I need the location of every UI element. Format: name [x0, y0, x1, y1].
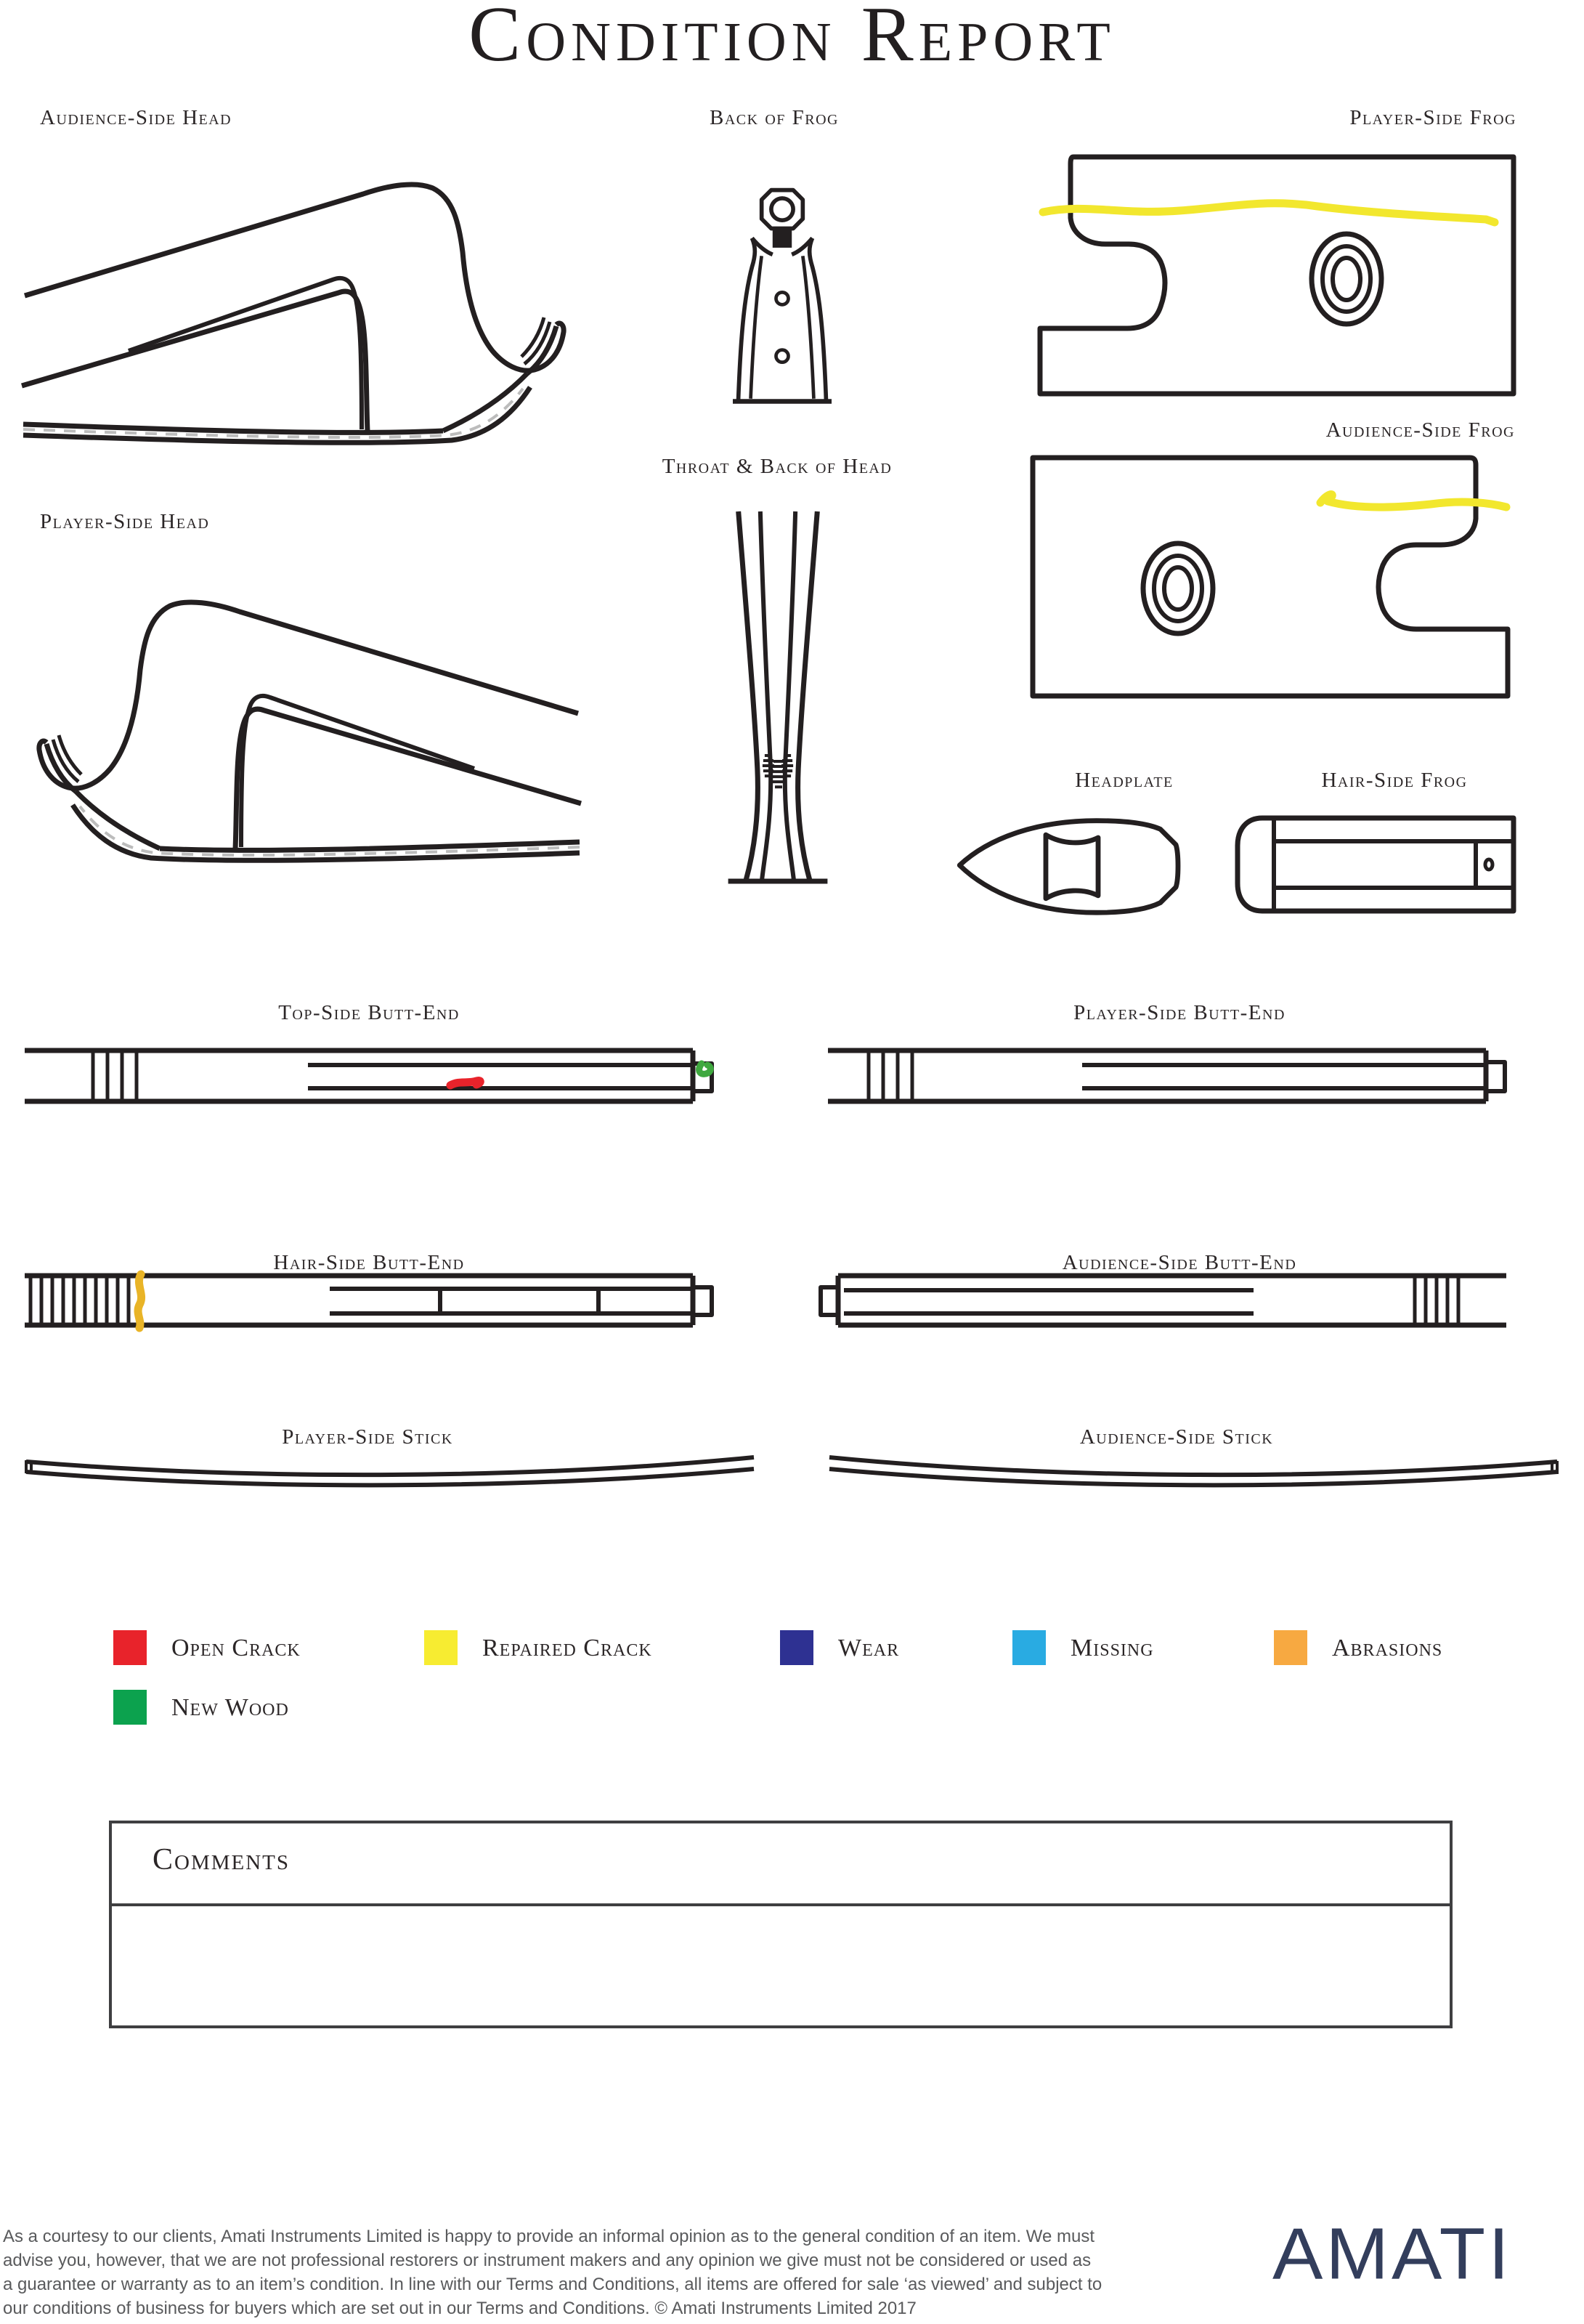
- hair-side-butt-end-diagram: [25, 1273, 713, 1328]
- legend-swatch-repaired-crack: [424, 1630, 458, 1665]
- audience-side-butt-end-diagram: [819, 1273, 1506, 1328]
- label-audience-side-butt-end: Audience-Side Butt-End: [1062, 1251, 1297, 1274]
- page-title: Condition Report: [468, 0, 1116, 78]
- legend-label-open-crack: Open Crack: [171, 1635, 301, 1661]
- repaired-crack-mark-hair-butt: [138, 1274, 142, 1328]
- footer-line: a guarantee or warranty as to an item’s condition. In line with our Terms and Conditions, all items are offered for sale ‘as viewed’ and subject to: [3, 2275, 1102, 2294]
- label-hair-side-butt-end: Hair-Side Butt-End: [273, 1251, 465, 1274]
- label-top-side-butt-end: Top-Side Butt-End: [278, 1001, 460, 1024]
- label-player-side-frog: Player-Side Frog: [1349, 106, 1516, 129]
- audience-side-stick-diagram: [828, 1454, 1561, 1492]
- legend-swatch-new-wood: [113, 1690, 147, 1725]
- player-side-head-diagram: [22, 556, 581, 868]
- repaired-crack-mark-player-frog: [1043, 203, 1495, 222]
- legend-swatch-abrasions: [1274, 1630, 1307, 1665]
- hair-side-frog-diagram: [1232, 815, 1516, 914]
- legend-label-abrasions: Abrasions: [1332, 1635, 1443, 1661]
- label-headplate: Headplate: [1075, 769, 1174, 792]
- legend-label-missing: Missing: [1071, 1635, 1154, 1661]
- label-back-of-frog: Back of Frog: [710, 106, 839, 129]
- legend-swatch-missing: [1012, 1630, 1046, 1665]
- label-audience-side-head: Audience-Side Head: [40, 106, 232, 129]
- player-side-stick-diagram: [22, 1454, 755, 1492]
- label-audience-side-stick: Audience-Side Stick: [1079, 1425, 1274, 1449]
- footer-line: our conditions of business for buyers which are set out in our Terms and Conditions. © Amati Instruments Limited 2017: [3, 2299, 917, 2318]
- top-side-butt-end-diagram: [25, 1048, 713, 1104]
- headplate-diagram: [953, 812, 1191, 918]
- comments-input-area[interactable]: [112, 1906, 1450, 2025]
- audience-side-frog-diagram: [1027, 455, 1515, 702]
- open-crack-mark-top-butt: [450, 1080, 480, 1085]
- footer-disclaimer: [3, 2224, 1102, 2320]
- legend-swatch-wear: [780, 1630, 813, 1665]
- back-of-frog-diagram: [720, 183, 844, 410]
- label-player-side-butt-end: Player-Side Butt-End: [1073, 1001, 1286, 1024]
- label-hair-side-frog: Hair-Side Frog: [1321, 769, 1468, 792]
- audience-side-head-diagram: [22, 142, 581, 447]
- label-audience-side-frog: Audience-Side Frog: [1325, 418, 1515, 442]
- frog-ferrule-block: [773, 229, 792, 248]
- throat-back-of-head-diagram: [725, 511, 831, 886]
- footer-line: As a courtesy to our clients, Amati Instruments Limited is happy to provide an informal opinion as to the general condition of an item. We must: [3, 2227, 1094, 2246]
- comments-label: Comments: [153, 1843, 291, 1876]
- legend-label-repaired-crack: Repaired Crack: [482, 1635, 652, 1661]
- footer-line: advise you, however, that we are not professional restorers or instrument makers and any opinion we give must not be considered or used as: [3, 2251, 1092, 2270]
- label-player-side-stick: Player-Side Stick: [282, 1425, 453, 1449]
- player-side-butt-end-diagram: [828, 1048, 1506, 1104]
- label-throat-back-of-head: Throat & Back of Head: [662, 455, 893, 478]
- repaired-crack-mark-audience-frog: [1320, 495, 1506, 508]
- legend-swatch-open-crack: [113, 1630, 147, 1665]
- player-side-frog-diagram: [1034, 154, 1519, 397]
- label-player-side-head: Player-Side Head: [40, 510, 210, 533]
- legend-label-new-wood: New Wood: [171, 1694, 289, 1721]
- amati-logo: AMATI: [1272, 2214, 1513, 2295]
- legend-label-wear: Wear: [838, 1635, 900, 1661]
- new-wood-mark-top-butt: [699, 1064, 711, 1074]
